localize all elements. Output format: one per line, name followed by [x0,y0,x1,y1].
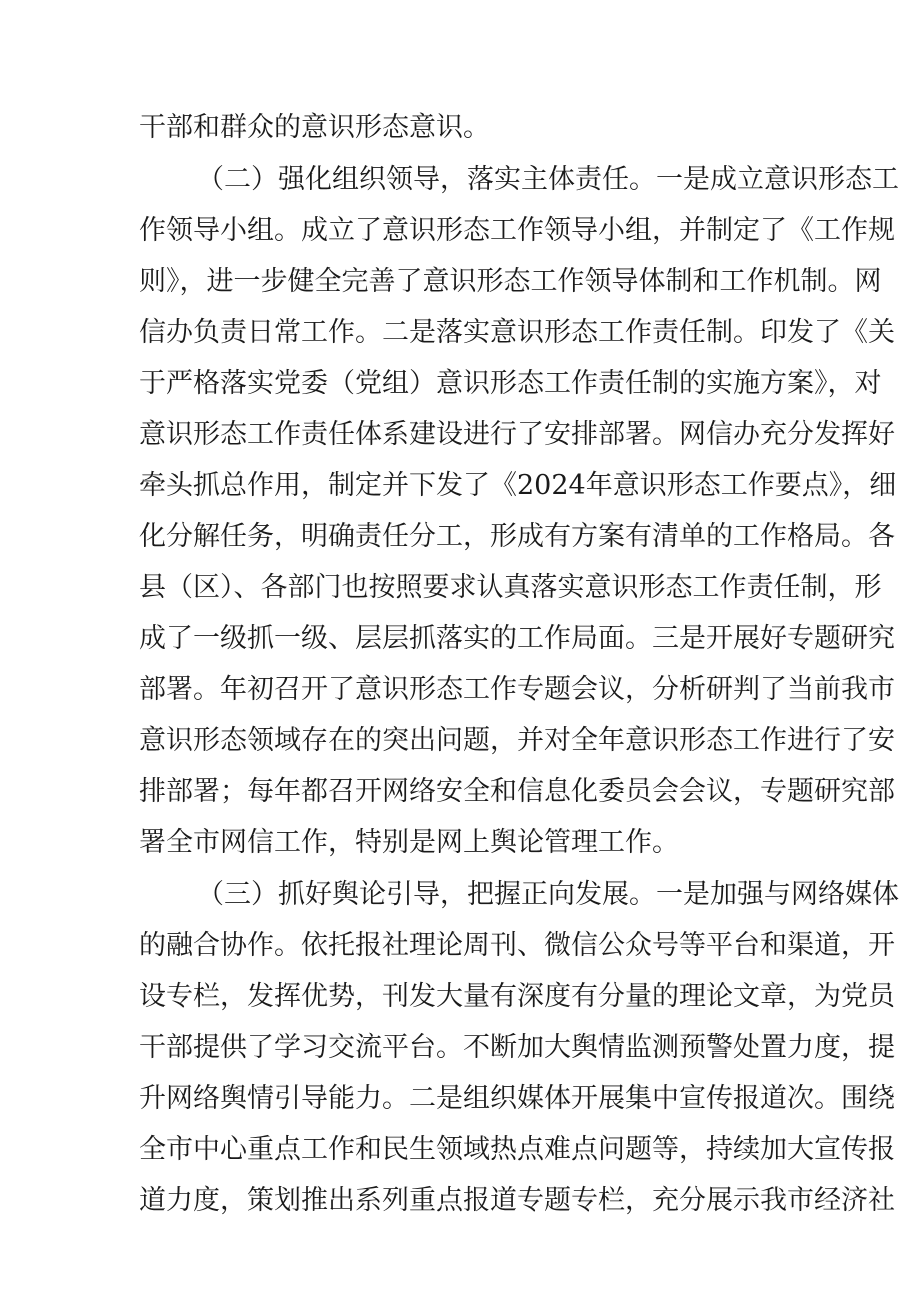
text-line: 意识形态领域存在的突出问题，并对全年意识形态工作进行了安 [139,725,895,756]
text-line: 干部提供了学习交流平台。不断加大舆情监测预警处置力度，提 [139,1032,895,1063]
text-line: 化分解任务，明确责任分工，形成有方案有清单的工作格局。各 [139,521,895,552]
text-line: 道力度，策划推出系列重点报道专题专栏，充分展示我市经济社 [139,1185,895,1216]
section-heading-line: （二）强化组织领导，落实主体责任。一是成立意识形态工 [197,164,899,195]
text-line: 牵头抓总作用，制定并下发了《2024年意识形态工作要点》，细 [139,470,897,501]
text-line: 作领导小组。成立了意识形态工作领导小组，并制定了《工作规 [139,215,895,246]
text-line: 升网络舆情引导能力。二是组织媒体开展集中宣传报道次。围绕 [139,1083,895,1114]
text-line: 于严格落实党委（党组）意识形态工作责任制的实施方案》，对 [139,368,882,399]
text-line: 成了一级抓一级、层层抓落实的工作局面。三是开展好专题研究 [139,623,895,654]
text-line: 干部和群众的意识形态意识。 [139,112,490,143]
text-line: 县（区）、各部门也按照要求认真落实意识形态工作责任制，形 [139,572,882,603]
text-line: 意识形态工作责任体系建设进行了安排部署。网信办充分发挥好 [139,419,895,450]
text-line: 部署。年初召开了意识形态工作专题会议，分析研判了当前我市 [139,674,895,705]
text-line: 则》，进一步健全完善了意识形态工作领导体制和工作机制。网 [139,266,882,297]
text-line: 信办负责日常工作。二是落实意识形态工作责任制。印发了《关 [139,317,895,348]
section-heading-line: （三）抓好舆论引导，把握正向发展。一是加强与网络媒体 [197,879,899,910]
text-line: 设专栏，发挥优势，刊发大量有深度有分量的理论文章，为党员 [139,981,895,1012]
text-line: 的融合协作。依托报社理论周刊、微信公众号等平台和渠道，开 [139,930,895,961]
text-line: 全市中心重点工作和民生领域热点难点问题等，持续加大宣传报 [139,1134,895,1165]
text-line: 署全市网信工作，特别是网上舆论管理工作。 [139,827,679,858]
text-line: 排部署；每年都召开网络安全和信息化委员会会议，专题研究部 [139,776,895,807]
